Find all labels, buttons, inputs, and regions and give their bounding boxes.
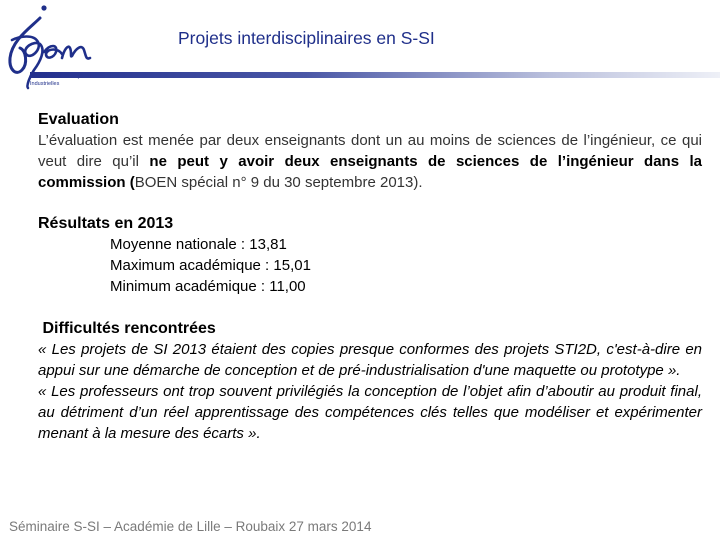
- results-line-minimum: Minimum académique : 11,00: [110, 278, 306, 295]
- results-heading: Résultats en 2013: [38, 215, 174, 232]
- evaluation-text-bold: ne peut y avoir deux enseignants de sciences de l’ingénieur dans la commission (: [38, 153, 702, 191]
- logo-stroke-e: [44, 46, 62, 58]
- evaluation-text-c: BOEN spécial n° 9 du 30 septembre 2013).: [134, 174, 423, 191]
- logo-subtitle-line2: Industrielles: [30, 81, 60, 87]
- logo-dot: [41, 5, 46, 10]
- evaluation-text-a: L’évaluation est menée par deux enseignants dont un au moins de sciences de l’ingénieur, ce qui veut dire qu’il: [38, 132, 702, 170]
- header-rule: [30, 72, 720, 78]
- difficulties-heading: Difficultés rencontrées: [38, 320, 216, 337]
- results-line-maximum: Maximum académique : 15,01: [110, 257, 311, 274]
- evaluation-heading: Evaluation: [38, 111, 119, 128]
- difficulties-quote-1: « Les projets de SI 2013 étaient des copies presque conformes des projets STI2D, c'est-à-dire en appui sur une démarche de conception et de pré-industrialisation d'une maquette ou prototype ».: [38, 341, 702, 379]
- results-line-average: Moyenne nationale : 13,81: [110, 236, 287, 253]
- slide-content: [38, 109, 702, 444]
- slide-title: Projets interdisciplinaires en S-SI: [178, 28, 435, 48]
- evaluation-paragraph: [38, 130, 702, 193]
- footer-text: Séminaire S-SI – Académie de Lille – Roubaix 27 mars 2014: [9, 519, 372, 534]
- logo-stroke-i: [10, 18, 40, 72]
- difficulties-quote-2: « Les professeurs ont trop souvent privilégiés la conception de l’objet afin d’aboutir au produit final, au détriment d’un réel apprentissage des compétences clés telles que modéliser et expérimenter menant à la mesure des écarts ».: [38, 383, 702, 442]
- logo-stroke-n: [62, 47, 90, 59]
